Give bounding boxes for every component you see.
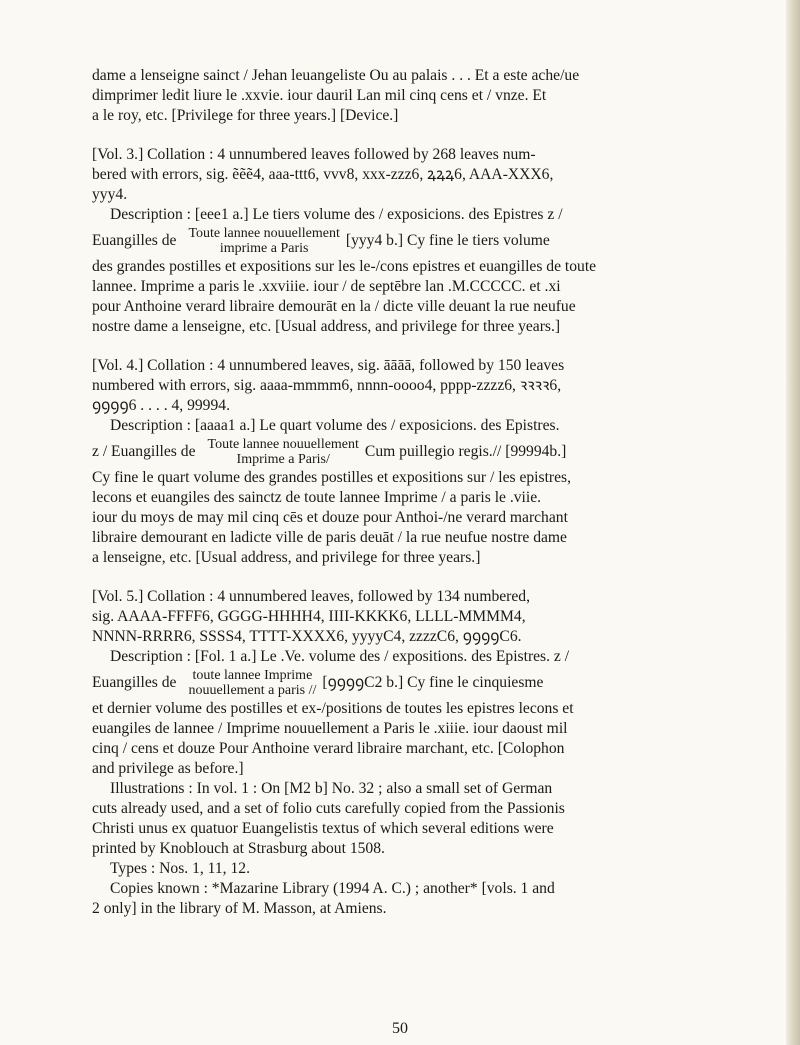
text-block	[92, 66, 710, 919]
vol4-stack-top: Toute lannee nouuellement	[207, 437, 359, 452]
vol4-line7: lecons et euangiles des sainctz de toute lannee Imprime / a paris le .viie.	[92, 489, 542, 506]
vol5-stack	[182, 668, 322, 698]
vol3-signatures-end: yyy4.	[92, 186, 128, 203]
vol4-line6: Cy fine le quart volume des grandes postilles et expositions sur / les epistres,	[92, 469, 571, 486]
vol5-stack-lead: Euangilles de	[92, 674, 177, 691]
vol3-stack-tail: [yyy4 b.] Cy fine le tiers volume	[345, 232, 550, 249]
vol3-description: Description : [eee1 a.] Le tiers volume des / exposicions. des Epistres z /	[110, 206, 563, 223]
vol4-title-stack	[92, 437, 710, 467]
vol3-line9: nostre dame a lenseigne, etc. [Usual address, and privilege for three years.]	[92, 318, 561, 335]
copies-line1: Copies known : *Mazarine Library (1994 A. C.) ; another* [vols. 1 and	[110, 880, 555, 897]
types-line: Types : Nos. 1, 11, 12.	[110, 860, 250, 877]
vol4-line10: a lenseigne, etc. [Usual address, and privilege for three years.]	[92, 549, 481, 566]
vol5-stack-bottom: nouuellement a paris //	[188, 683, 317, 698]
vol5-line7: euangiles de lannee / Imprime nouuellement a Paris le .xiiie. iour daoust mil	[92, 720, 568, 737]
vol3-stack-lead: Euangilles de	[92, 232, 177, 249]
vol5-title-stack	[92, 668, 710, 698]
vol4-stack-lead: z / Euangilles de	[92, 443, 196, 460]
vol4-signatures-end: ꝯꝯꝯꝯ6 . . . . 4, 99994.	[92, 397, 230, 414]
vol4-collation: [Vol. 4.] Collation : 4 unnumbered leaves, sig. āāāā, followed by 150 leaves	[92, 357, 565, 374]
vol5-description: Description : [Fol. 1 a.] Le .Ve. volume des / expositions. des Epistres. z /	[110, 648, 570, 665]
vol4-line9: libraire demourant en ladicte ville de paris deuāt / la rue neufue nostre dame	[92, 529, 567, 546]
illustrations-line1: Illustrations : In vol. 1 : On [M2 b] No. 32 ; also a small set of German	[110, 780, 553, 797]
vol3-stack-top: Toute lannee nouuellement	[188, 226, 340, 241]
vol5-stack-top: toute lannee Imprime	[192, 668, 313, 683]
vol4-stack	[202, 437, 365, 467]
vol3-stack	[182, 226, 345, 256]
vol5-signatures: sig. AAAA-FFFF6, GGGG-HHHH4, IIII-KKKK6, LLLL-MMMM4,	[92, 608, 526, 625]
para1-line1: dame a lenseigne sainct / Jehan leuangeliste Ou au palais . . . Et a este ache/ue	[92, 67, 580, 84]
illustrations-line3: Christi unus ex quatuor Euangelistis textus of which several editions were	[92, 820, 554, 837]
vol5-line6: et dernier volume des postilles et ex-/positions de toutes les epistres lecons et	[92, 700, 574, 717]
vol3-collation: [Vol. 3.] Collation : 4 unnumbered leaves followed by 268 leaves num-	[92, 146, 536, 163]
vol4-stack-tail: Cum puillegio regis.// [99994b.]	[364, 443, 567, 460]
vol3-line7: lannee. Imprime a paris le .xxviiie. iour / de septēbre lan .M.CCCCC. et .xi	[92, 278, 561, 295]
vol5-line9: and privilege as before.]	[92, 760, 244, 777]
para1-line3: a le roy, etc. [Privilege for three years.] [Device.]	[92, 107, 399, 124]
vol4-stack-bottom: Imprime a Paris/	[236, 452, 330, 467]
vol4-line8: iour du moys de may mil cinq cēs et douze pour Anthoi-/ne verard marchant	[92, 509, 568, 526]
vol3-line8: pour Anthoine verard libraire demourāt en la / dicte ville deuant la rue neufue	[92, 298, 576, 315]
vol3-title-stack	[92, 226, 710, 256]
vol5-collation: [Vol. 5.] Collation : 4 unnumbered leaves, followed by 134 numbered,	[92, 588, 530, 605]
vol5-line8: cinq / cens et douze Pour Anthoine verard libraire marchant, etc. [Colophon	[92, 740, 565, 757]
para1-line2: dimprimer ledit liure le .xxvie. iour dauril Lan mil cinq cens et / vnze. Et	[92, 87, 547, 104]
vol4-signatures: numbered with errors, sig. aaaa-mmmm6, nnnn-oooo4, pppp-zzzz6, ꝛꝛꝛꝛ6,	[92, 377, 562, 394]
vol3-signatures: bered with errors, sig. ẽẽẽ4, aaa-ttt6, vvv8, xxx-zzz6, ꝝꝝꝝ6, AAA-XXX6,	[92, 166, 554, 183]
copies-line2: 2 only] in the library of M. Masson, at Amiens.	[92, 900, 387, 917]
vol3-stack-bottom: imprime a Paris	[219, 241, 309, 256]
vol5-signatures-end: NNNN-RRRR6, SSSS4, TTTT-XXXX6, yyyyC4, zzzzC6, ꝯꝯꝯꝯC6.	[92, 628, 522, 645]
vol3-line6: des grandes postilles et expositions sur les le-/cons epistres et euangilles de toute	[92, 258, 597, 275]
vol5-stack-tail: [ꝯꝯꝯꝯC2 b.] Cy fine le cinquiesme	[322, 674, 544, 691]
page-number: 50	[392, 1020, 408, 1037]
illustrations-line4: printed by Knoblouch at Strasburg about 1508.	[92, 840, 385, 857]
illustrations-line2: cuts already used, and a set of folio cuts carefully copied from the Passionis	[92, 800, 565, 817]
page-edge	[786, 0, 800, 1045]
vol4-description: Description : [aaaa1 a.] Le quart volume des / exposicions. des Epistres.	[110, 417, 560, 434]
